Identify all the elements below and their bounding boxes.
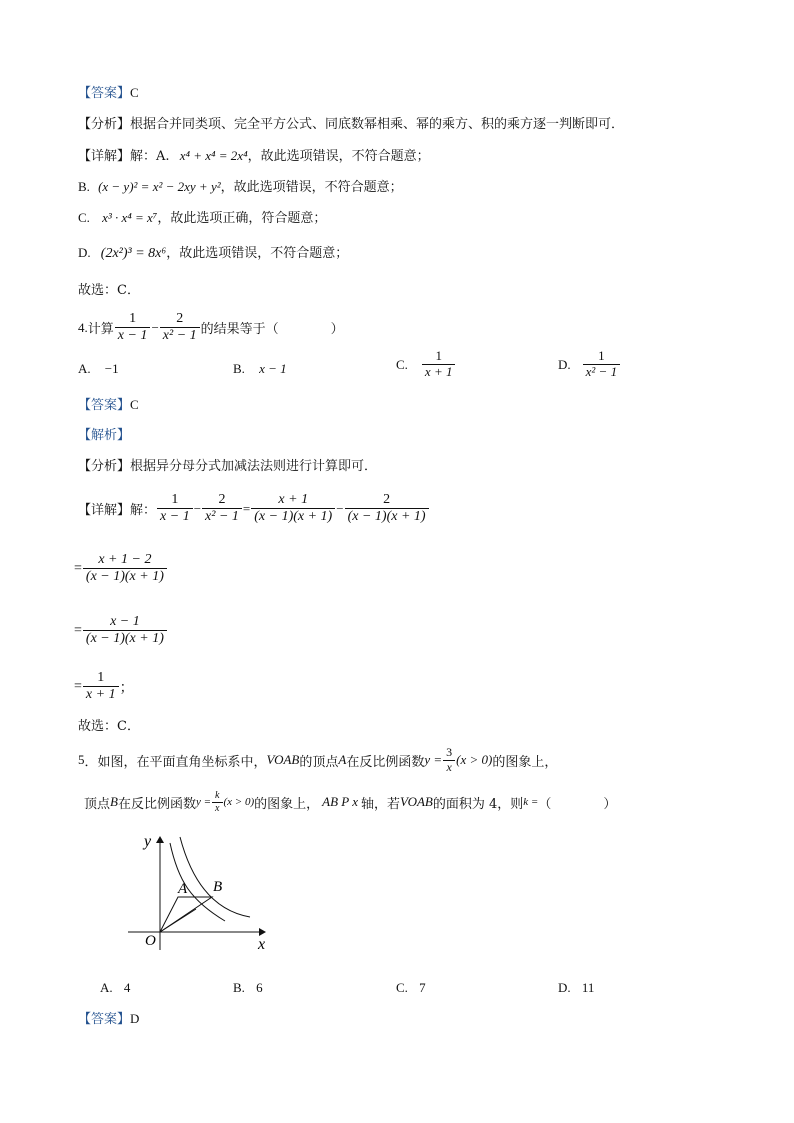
q4-answer-line (78, 398, 139, 412)
q4-step2-fraction (83, 552, 167, 585)
q4-step1-f2-numerator: 2 (218, 492, 226, 507)
q3-option-b-label: B. (78, 179, 90, 194)
q4-stem-fraction-2 (160, 311, 200, 344)
q5-parallel-statement: AB P x (322, 794, 359, 809)
q3-detail-line-b (78, 180, 403, 194)
q5-line2-text-e: 的面积为 4，则 (432, 796, 524, 812)
q4-detail-step-2 (74, 552, 168, 585)
q4-option-d-denominator: x² − 1 (583, 364, 620, 380)
curve-y-k-over-x (180, 837, 250, 917)
q4-step2-equals: = (74, 560, 82, 576)
q5-stem-line-2 (84, 790, 616, 814)
q4-option-b-label: B. (233, 361, 245, 376)
q5-line1-text-c: 在反比例函数 (346, 754, 425, 770)
q4-analysis-tag: 【分析】 (78, 459, 131, 474)
q4-step4-tail: ； (119, 679, 134, 696)
q4-detail-step-3 (74, 614, 168, 647)
q4-step1-f2-denominator: x² − 1 (202, 508, 242, 525)
graph-y-label: y (144, 833, 152, 850)
q3-option-c-note: ，故此选项正确，符合题意； (157, 211, 327, 226)
q4-option-c (396, 349, 456, 380)
q4-analysis-text: 根据异分母分式加减法法则进行计算即可． (130, 459, 378, 474)
q4-jiexi-tag: 【解析】 (78, 428, 131, 443)
q5-triangle-label-2: VOAB (400, 794, 433, 809)
q4-stem-lead: 计算 (87, 322, 114, 338)
q4-stem-fraction-2-denominator: x² − 1 (160, 327, 200, 344)
q3-detail-line-c (78, 211, 326, 225)
q4-step1-f4-denominator: (x − 1)(x + 1) (345, 508, 429, 525)
q5-option-a-value: 4 (123, 980, 131, 995)
q4-step1-fraction-3 (251, 492, 335, 525)
q3-option-d-note: ，故此选项错误，不符合题意； (166, 246, 349, 261)
q5-line2-text-d: 轴，若 (361, 796, 401, 812)
q4-step4-denominator: x + 1 (83, 686, 119, 703)
q4-option-d (558, 349, 621, 380)
q5-triangle-label-1: VOAB (266, 752, 300, 768)
q4-option-b (233, 362, 287, 376)
q4-stem-fraction-1-denominator: x − 1 (115, 327, 151, 344)
q5-function-2-fraction (212, 790, 222, 814)
q5-function-1-condition: (x > 0) (456, 752, 493, 768)
q5-line2-text-c: 的图象上， (254, 796, 320, 812)
q5-function-1-denominator: x (443, 760, 454, 775)
q4-step1-f1-numerator: 1 (171, 492, 179, 507)
q4-detail-step-1 (78, 492, 430, 525)
q5-option-d (558, 981, 594, 994)
q4-analysis-line (78, 460, 377, 473)
q4-answer-value: C (130, 397, 139, 412)
q4-option-a-value: −1 (104, 361, 119, 376)
q5-option-b-value: 6 (256, 980, 263, 995)
q5-option-a (100, 981, 130, 994)
q4-stem-fraction-1 (115, 311, 151, 344)
q4-stem-minus: − (151, 319, 159, 335)
q4-step3-equals: = (74, 622, 82, 638)
q5-point-a: A (338, 752, 347, 768)
q4-step4-equals: = (74, 678, 82, 694)
q5-answer-value: D (130, 1011, 140, 1026)
q3-option-a-note: ，故此选项错误，不符合题意； (247, 149, 430, 164)
q3-option-d-expression: (2x²)³ = 8x⁶ (100, 246, 167, 261)
q4-step3-denominator: (x − 1)(x + 1) (83, 630, 167, 647)
q5-point-b: B (110, 794, 118, 809)
q4-option-b-value: x − 1 (259, 361, 287, 376)
q3-option-c-label: C. (78, 210, 90, 225)
q3-detail-lead: 解：A. (130, 149, 170, 164)
q5-option-d-label: D. (558, 980, 571, 995)
q4-step2-numerator: x + 1 − 2 (98, 552, 152, 567)
q3-answer-line (78, 86, 139, 100)
q4-step1-fraction-1 (157, 492, 193, 525)
q3-option-a-expression: x⁴ + x⁴ = 2x⁴ (179, 148, 248, 163)
q4-step3-numerator: x − 1 (110, 614, 140, 629)
q4-answer-tag: 【答案】 (78, 398, 131, 413)
q5-option-c (396, 981, 426, 994)
q4-step1-f3-denominator: (x − 1)(x + 1) (251, 508, 335, 525)
q5-option-c-value: 7 (419, 980, 426, 995)
q5-answer-tag: 【答案】 (78, 1012, 131, 1027)
q5-line1-text-b: 的顶点 (299, 754, 339, 770)
q3-answer-tag: 【答案】 (78, 86, 131, 101)
graph-point-b-label: B (213, 879, 223, 895)
q5-line2-text-f: （ ） (538, 796, 617, 812)
q5-function-2-numerator: k (215, 790, 220, 801)
q4-step1-f4-numerator: 2 (383, 492, 391, 507)
graph-x-label: x (258, 936, 266, 953)
q5-line1-text-d: 的图象上， (492, 754, 558, 770)
q3-detail-tag: 【详解】 (78, 149, 131, 164)
q4-option-a-label: A. (78, 361, 91, 376)
q5-coordinate-graph (120, 825, 280, 955)
q5-function-1-y: y = (424, 752, 443, 768)
q4-step4-numerator: 1 (97, 670, 105, 685)
q4-stem-tail: 的结果等于（ ） (200, 322, 344, 338)
q3-detail-line-d (78, 246, 348, 261)
q5-function-1-numerator: 3 (446, 745, 453, 759)
q5-number: 5 (78, 752, 85, 768)
q5-function-1-fraction (443, 746, 455, 775)
q5-line2-text-b: 在反比例函数 (117, 796, 196, 812)
q4-step1-fraction-4 (345, 492, 429, 525)
graph-point-a-label: A (178, 881, 188, 897)
q4-option-d-label: D. (558, 356, 571, 372)
q3-analysis-tag: 【分析】 (78, 117, 131, 132)
q4-detail-step-4 (74, 670, 134, 703)
q4-step3-fraction (83, 614, 167, 647)
q4-step2-denominator: (x − 1)(x + 1) (83, 568, 167, 585)
q4-detail-tag: 【详解】 (78, 503, 131, 519)
q5-answer-line (78, 1012, 139, 1026)
q4-choose: 故选：C． (78, 719, 140, 734)
q4-option-c-label: C. (396, 356, 408, 372)
q3-option-b-note: ，故此选项错误，不符合题意； (220, 180, 403, 195)
q4-step1-fraction-2 (202, 492, 242, 525)
q5-option-b (233, 981, 263, 994)
q3-option-b-expression: (x − y)² = x² − 2xy + y² (98, 179, 221, 194)
q5-function-2-y: y = (195, 796, 212, 808)
q3-option-c-expression: x³ · x⁴ = x⁷ (102, 210, 158, 225)
q3-detail-line-a (78, 149, 430, 163)
q3-analysis-text: 根据合并同类项、完全平方公式、同底数幂相乘、幂的乘方、积的乘方逐一判断即可． (130, 117, 625, 132)
q5-option-c-label: C. (396, 980, 408, 995)
q4-option-c-denominator: x + 1 (422, 364, 456, 380)
q4-step1-minus: − (193, 500, 202, 516)
q4-option-c-fraction (422, 349, 456, 380)
q4-step1-f3-numerator: x + 1 (278, 492, 309, 507)
q4-step4-fraction (83, 670, 119, 703)
q5-option-a-label: A. (100, 980, 113, 995)
graph-origin-label: O (145, 933, 156, 949)
q5-k-equals: k = (523, 796, 539, 808)
q5-line1-text-a: ．如图，在平面直角坐标系中， (84, 754, 267, 770)
q4-number: 4. (78, 319, 88, 335)
q4-step1-minus-2: − (336, 500, 344, 516)
q5-option-d-value: 11 (581, 980, 595, 995)
q4-step1-f1-denominator: x − 1 (157, 508, 193, 525)
q4-option-c-numerator: 1 (435, 348, 442, 363)
q4-stem-fraction-1-numerator: 1 (129, 311, 137, 326)
q5-function-2-condition: (x > 0) (223, 796, 255, 808)
q4-option-d-fraction (583, 349, 620, 380)
q4-option-d-numerator: 1 (598, 348, 605, 363)
q5-option-b-label: B. (233, 980, 245, 995)
q3-option-d-label: D. (78, 245, 91, 260)
q4-option-a (78, 362, 119, 376)
q4-stem-fraction-2-numerator: 2 (176, 311, 184, 326)
q5-stem-line-1 (78, 746, 557, 775)
q4-stem (78, 311, 344, 344)
q4-detail-lead: 解： (130, 503, 157, 519)
q5-line2-text-a: 顶点 (84, 796, 111, 812)
q3-analysis-line (78, 118, 624, 131)
q3-answer-value: C (130, 85, 139, 100)
q3-choose: 故选：C． (78, 283, 140, 298)
q5-function-2-denominator: x (212, 802, 222, 815)
q4-step1-equals: = (242, 500, 251, 516)
